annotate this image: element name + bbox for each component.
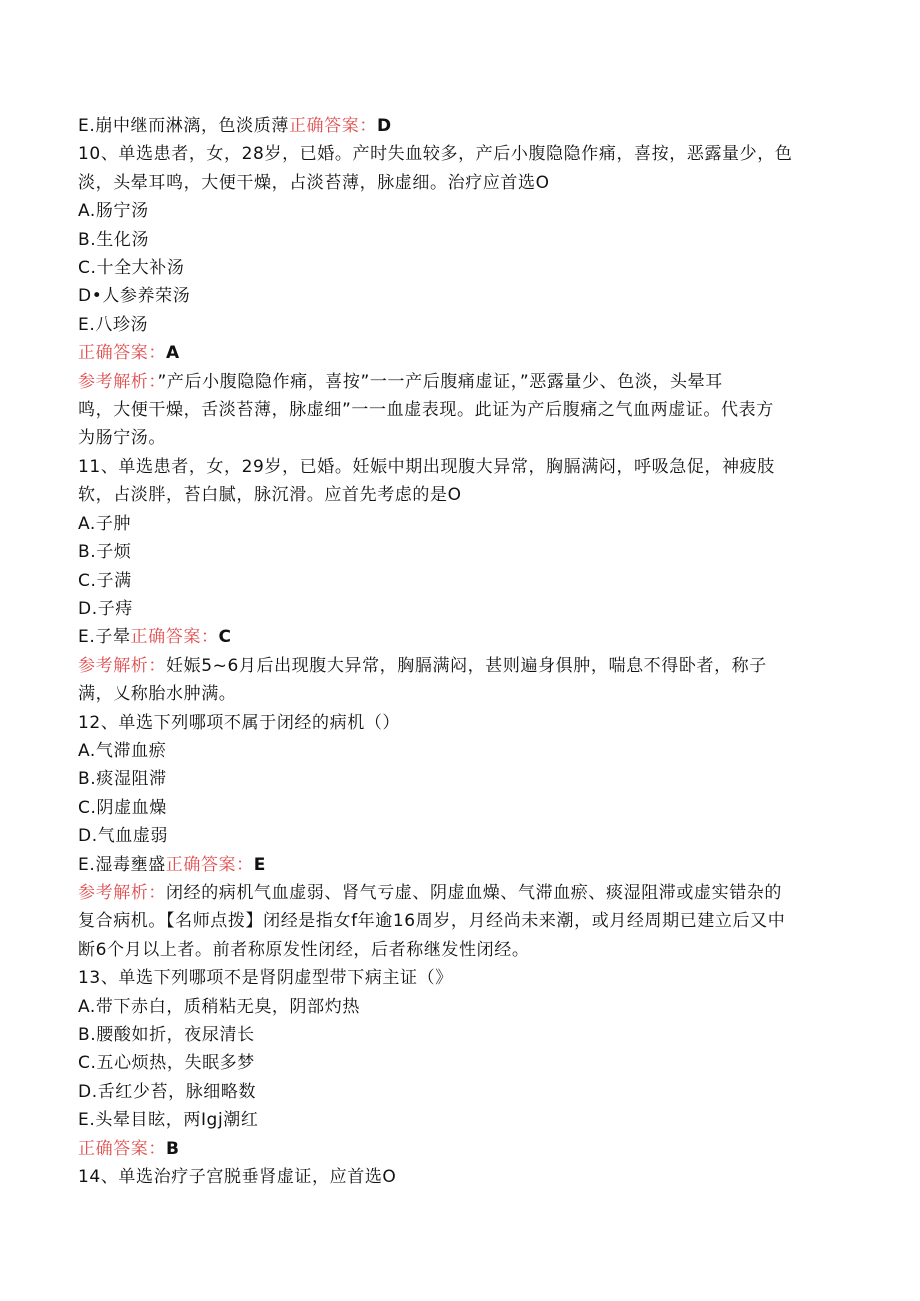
q11-stem-line1: 11、单选患者，女，29岁，已婚。妊娠中期出现腹大异常，胸膈满闷，呼吸急促，神疲肢 [78,456,775,477]
q11-answer-label: 正确答案： [130,627,219,648]
q11-analysis-line1 [78,652,838,680]
q10-option-a: A.肠宁汤 [78,201,149,222]
q13-option-a: A.带下赤白，质稍粘无臭，阴部灼热 [78,996,360,1017]
q10-option-d: D•人参养荣汤 [78,286,191,307]
q11-answer-value: C [218,627,232,648]
q12-option-e: E.湿毒壅盛 [78,854,166,875]
document-page [78,112,838,1191]
q11-stem-line2: 软，占淡胖，苔白腻，脉沉滑。应首先考虑的是O [78,485,462,506]
q11-option-e: E.子晕 [78,627,131,648]
q12-analysis-line2: 复合病机。【名师点拨】闭经是指女f年逾16周岁，月经尚未来潮，或月经周期已建立后又中 [78,911,786,932]
q10-answer-line [78,339,838,367]
q10-option-c: C.十全大补汤 [78,258,185,279]
q11-option-d: D.子痔 [78,598,133,619]
q9-answer-label: 正确答案： [288,116,377,136]
q10-analysis-label: 参考解析： [78,371,158,392]
q9-answer-value: D [376,116,392,136]
q10-analysis-line2: 鸣，大便干燥，舌淡苔薄，脉虚细”一一血虚表现。此证为产后腹痛之气血两虚证。代表方 [78,400,774,421]
q11-option-a: A.子肿 [78,513,132,534]
q10-answer-label: 正确答案： [78,343,166,364]
q12-option-e-line [78,851,838,879]
q12-answer-value: E [253,854,266,875]
q12-stem-line1: 12、单选下列哪项不属于闭经的病机（） [78,712,401,733]
q13-answer-label: 正确答案： [78,1138,166,1159]
q11-option-c: C.子满 [78,570,132,591]
q11-analysis-line2: 满，乂称胎水肿满。 [78,684,237,705]
q10-answer-value: A [166,343,180,364]
q9-option-e-line [78,112,838,140]
q9-option-e: E.崩中继而淋漓，色淡质薄 [78,116,289,136]
q13-option-c: C.五心烦热，失眠多梦 [78,1053,255,1074]
q12-analysis-line3: 断6个月以上者。前者称原发性闭经，后者称继发性闭经。 [78,939,530,960]
q13-option-e: E.头晕目眩，两Igj潮红 [78,1110,259,1131]
q12-option-b: B.痰湿阻滞 [78,769,167,790]
q11-analysis-label: 参考解析： [78,655,166,676]
q11-option-b: B.子烦 [78,542,132,563]
q10-stem-line1: 10、单选患者，女，28岁，已婚。产时失血较多，产后小腹隐隐作痛，喜按，恶露量少，色 [78,144,793,165]
q10-analysis-line3: 为肠宁汤。 [78,428,166,449]
q10-option-e: E.八珍汤 [78,314,149,335]
q12-answer-label: 正确答案： [165,854,254,875]
q13-option-b: B.腰酸如折，夜尿清长 [78,1025,255,1045]
q14-stem-line1: 14、单选治疗子宫脱垂肾虚证，应首选O [78,1167,397,1188]
q11-option-e-line [78,623,838,651]
q12-option-d: D.气血虚弱 [78,826,169,847]
q12-analysis-label: 参考解析： [78,882,166,903]
q12-option-a: A.气滞血瘀 [78,740,167,761]
q10-analysis-line1 [78,368,838,396]
q13-answer-line [78,1135,838,1163]
q13-stem-line1: 13、单选下列哪项不是肾阴虚型带下病主证（》 [78,968,453,989]
q13-answer-value: B [166,1138,180,1159]
q10-option-b: B.生化汤 [78,229,150,250]
q10-stem-line2: 淡，头晕耳鸣，大便干燥，占淡苔薄，脉虚细。治疗应首选O [78,172,550,193]
q12-analysis-line1 [78,879,838,907]
q12-option-c: C.阴虚血燥 [78,797,167,818]
q10-analysis-text1: ”产后小腹隐隐作痛，喜按”一一产后腹痛虚证，”恶露量少、色淡，头晕耳 [157,371,723,392]
q11-analysis-text1: 妊娠5~6月后出现腹大异常，胸膈满闷，甚则遍身俱肿，喘息不得卧者，称子 [166,655,767,676]
q13-option-d: D.舌红少苔，脉细略数 [78,1081,257,1102]
q12-analysis-text1: 闭经的病机气血虚弱、肾气亏虚、阴虚血燥、气滞血瘀、痰湿阻滞或虚实错杂的 [166,882,782,903]
